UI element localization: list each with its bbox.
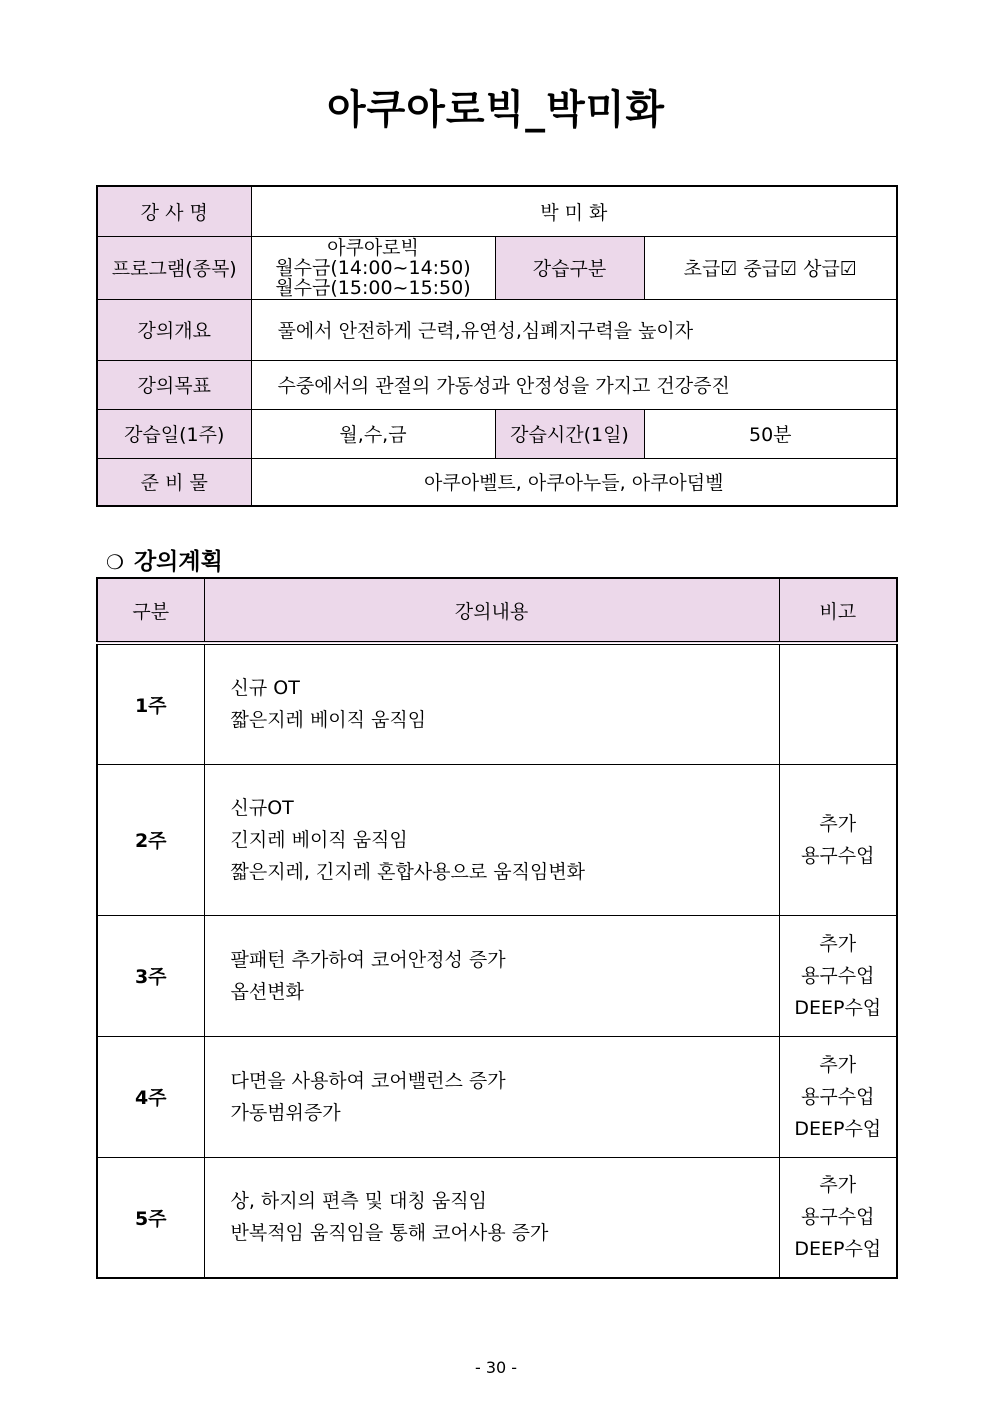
days-label: 강습일(1주) [97, 409, 251, 458]
content-line: 짧은지레 베이직 움직임 [230, 709, 427, 732]
note-cell [779, 1157, 897, 1278]
supplies-label: 준 비 물 [97, 458, 251, 506]
table-row [97, 764, 897, 915]
note-line: DEEP수업 [794, 1238, 882, 1261]
note-line: 용구수업 [801, 1206, 875, 1229]
content-line: 짧은지레, 긴지레 혼합사용으로 움직임변화 [230, 860, 586, 883]
instructor-value: 박 미 화 [251, 186, 897, 236]
week-cell: 4주 [97, 1036, 204, 1157]
content-line: 팔패턴 추가하여 코어안정성 증가 [230, 948, 506, 971]
time-label: 강습시간(1일) [495, 409, 644, 458]
table-row [97, 1036, 897, 1157]
week-cell: 2주 [97, 764, 204, 915]
goal-value: 수중에서의 관절의 가동성과 안정성을 가지고 건강증진 [251, 360, 897, 409]
days-value: 월,수,금 [251, 409, 495, 458]
class-type-label: 강습구분 [495, 236, 644, 299]
content-cell [204, 915, 779, 1036]
note-line: 용구수업 [801, 844, 875, 867]
program-value [251, 236, 495, 299]
section-heading [106, 543, 223, 576]
table-row [97, 915, 897, 1036]
content-line: 가동범위증가 [230, 1101, 341, 1124]
note-line: 추가 [819, 932, 857, 955]
page-title: 아쿠아로빅_박미화 [326, 87, 666, 133]
page-number: - 30 - [474, 1358, 518, 1377]
goal-label: 강의목표 [97, 360, 251, 409]
note-cell [779, 915, 897, 1036]
supplies-value: 아쿠아벨트, 아쿠아누들, 아쿠아덤벨 [251, 458, 897, 506]
content-cell [204, 1157, 779, 1278]
note-cell [779, 1036, 897, 1157]
content-cell [204, 1036, 779, 1157]
note-line: 용구수업 [801, 1085, 875, 1108]
info-table [96, 185, 898, 507]
note-line: DEEP수업 [794, 996, 882, 1019]
content-line: 신규OT [230, 796, 294, 819]
overview-value: 풀에서 안전하게 근력,유연성,심폐지구력을 높이자 [251, 299, 897, 360]
content-line: 다면을 사용하여 코어밸런스 증가 [230, 1069, 506, 1092]
note-cell [779, 764, 897, 915]
note-line: DEEP수업 [794, 1117, 882, 1140]
content-line: 반복적임 움직임을 통해 코어사용 증가 [230, 1222, 549, 1245]
instructor-label: 강 사 명 [97, 186, 251, 236]
time-value: 50분 [644, 409, 897, 458]
table-row [97, 643, 897, 764]
week-cell: 5주 [97, 1157, 204, 1278]
note-line: 추가 [819, 812, 857, 835]
class-type-value: 초급☑ 중급☑ 상급☑ [644, 236, 897, 299]
content-line: 상, 하지의 편측 및 대칭 움직임 [230, 1190, 487, 1213]
note-line: 추가 [819, 1053, 857, 1076]
header-category: 구분 [97, 578, 204, 643]
content-cell [204, 764, 779, 915]
content-line: 긴지레 베이직 움직임 [230, 828, 408, 851]
program-line: 월수금(14:00~14:50) [275, 256, 471, 279]
note-line: 용구수업 [801, 964, 875, 987]
header-content: 강의내용 [204, 578, 779, 643]
content-line: 신규 OT [230, 677, 300, 700]
week-cell: 1주 [97, 643, 204, 764]
section-heading-text: 강의계획 [133, 549, 223, 575]
content-cell [204, 643, 779, 764]
note-line: 추가 [819, 1174, 857, 1197]
lecture-plan-table [96, 577, 898, 1279]
table-row [97, 1157, 897, 1278]
program-label: 프로그램(종목) [97, 236, 251, 299]
note-cell [779, 643, 897, 764]
week-cell: 3주 [97, 915, 204, 1036]
program-line: 아쿠아로빅 [327, 236, 419, 259]
circle-bullet-icon: ❍ [106, 550, 124, 574]
program-line: 월수금(15:00~15:50) [275, 276, 471, 299]
header-note: 비고 [779, 578, 897, 643]
content-line: 옵션변화 [230, 980, 304, 1003]
overview-label: 강의개요 [97, 299, 251, 360]
